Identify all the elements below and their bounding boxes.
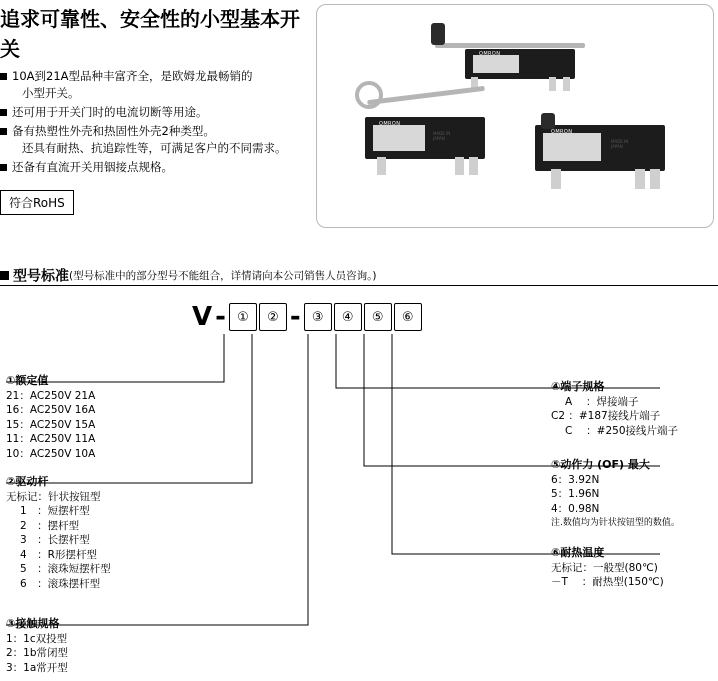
spec-contact — [6, 617, 68, 675]
bullet-square-icon — [0, 128, 7, 135]
spec-terminal — [551, 380, 678, 438]
section-subtitle: (型号标准中的部分型号不能组合，详情请向本公司销售人员咨询。) — [69, 270, 377, 282]
code-box-4: ④ — [334, 303, 362, 331]
code-box-1: ① — [229, 303, 257, 331]
spec-line: 无标记：一般型(80℃) — [551, 561, 658, 574]
spec-line: 5：1.96N — [551, 488, 600, 500]
spec-line: A ：焊接端子 — [565, 395, 639, 408]
list-item — [0, 159, 306, 176]
list-item — [0, 123, 306, 157]
bullet-square-icon — [0, 73, 7, 80]
spec-heat-resistance — [551, 546, 664, 590]
spec-line: 2 ：摆杆型 — [20, 519, 80, 532]
spec-line: －T ：耐热型(150℃) — [551, 576, 664, 588]
spec-operating-force — [551, 458, 680, 531]
code-box-3: ③ — [304, 303, 332, 331]
spec-line: 4 ：R形摆杆型 — [20, 548, 97, 561]
spec-line: 15：AC250V 15A — [6, 418, 96, 431]
spec-title: ⑤动作力 (OF) 最大 — [551, 458, 650, 471]
section-title: 型号标准 — [13, 268, 69, 285]
spec-line: 16：AC250V 16A — [6, 404, 96, 416]
spec-line: 6 ：滚珠摆杆型 — [20, 577, 101, 590]
product-photo — [316, 4, 714, 228]
code-box-2: ② — [259, 303, 287, 331]
spec-line: 1 ：短摆杆型 — [20, 505, 90, 517]
switch-photo-top: OMRON — [413, 19, 603, 89]
spec-line: 10：AC250V 10A — [6, 447, 96, 460]
spec-title: ③接触规格 — [6, 617, 60, 630]
intro-section — [0, 0, 718, 240]
spec-line: 6：3.92N — [551, 473, 600, 486]
spec-line: C2 ：#187接线片端子 — [551, 410, 661, 422]
spec-rated-value — [6, 374, 95, 461]
model-dash-2: - — [289, 302, 301, 332]
spec-line: 2：1b常闭型 — [6, 647, 69, 659]
rohs-badge: 符合RoHS — [0, 190, 74, 215]
model-prefix: V — [192, 302, 214, 332]
section-header — [0, 265, 718, 286]
bullet-text: 还备有直流开关用铟接点规格。 — [12, 160, 173, 174]
spec-title: ②驱动杆 — [6, 475, 49, 488]
spec-line: 3：1a常开型 — [6, 661, 68, 674]
page-title: 追求可靠性、安全性的小型基本开关 — [0, 7, 300, 61]
spec-note: 注.数值均为针状按钮型的数值。 — [551, 518, 680, 528]
bullet-text: 还可用于开关门时的电流切断等用途。 — [12, 105, 208, 119]
bullet-text: 备有热塑性外壳和热固性外壳2种类型。 — [12, 124, 215, 138]
spec-line: 3 ：长摆杆型 — [20, 534, 90, 546]
bullet-square-icon — [0, 109, 7, 116]
list-item — [0, 68, 306, 102]
spec-line: 11：AC250V 11A — [6, 433, 96, 445]
code-box-5: ⑤ — [364, 303, 392, 331]
spec-line: 5 ：滚珠短摆杆型 — [20, 563, 111, 575]
switch-photo-left: OMRON MADE IN JAPAN — [337, 75, 517, 185]
switch-photo-right: OMRON MADE IN JAPAN — [517, 97, 697, 207]
bullet-subtext: 还具有耐热、抗追踪性等，可满足客户的不同需求。 — [22, 141, 287, 155]
model-code-row — [192, 300, 423, 334]
feature-bullet-list — [0, 68, 306, 178]
spec-line: C ：#250接线片端子 — [565, 424, 679, 437]
spec-line: 无标记：针状按钮型 — [6, 490, 101, 503]
spec-line: 21：AC250V 21A — [6, 389, 96, 402]
spec-line: 4：0.98N — [551, 502, 600, 515]
spec-line: 1：1c双投型 — [6, 632, 68, 645]
bullet-text: 10A到21A型品种丰富齐全，是欧姆龙最畅销的 — [12, 69, 253, 83]
bullet-square-icon — [0, 164, 7, 171]
section-divider — [0, 285, 718, 286]
list-item — [0, 104, 306, 121]
bullet-subtext: 小型开关。 — [22, 86, 80, 100]
spec-title: ⑥耐热温度 — [551, 546, 605, 559]
spec-actuator — [6, 475, 111, 591]
section-square-icon — [0, 271, 9, 280]
spec-title: ①额定值 — [6, 374, 49, 387]
spec-title: ④端子规格 — [551, 380, 605, 393]
model-dash: - — [215, 302, 226, 332]
code-box-6: ⑥ — [394, 303, 422, 331]
